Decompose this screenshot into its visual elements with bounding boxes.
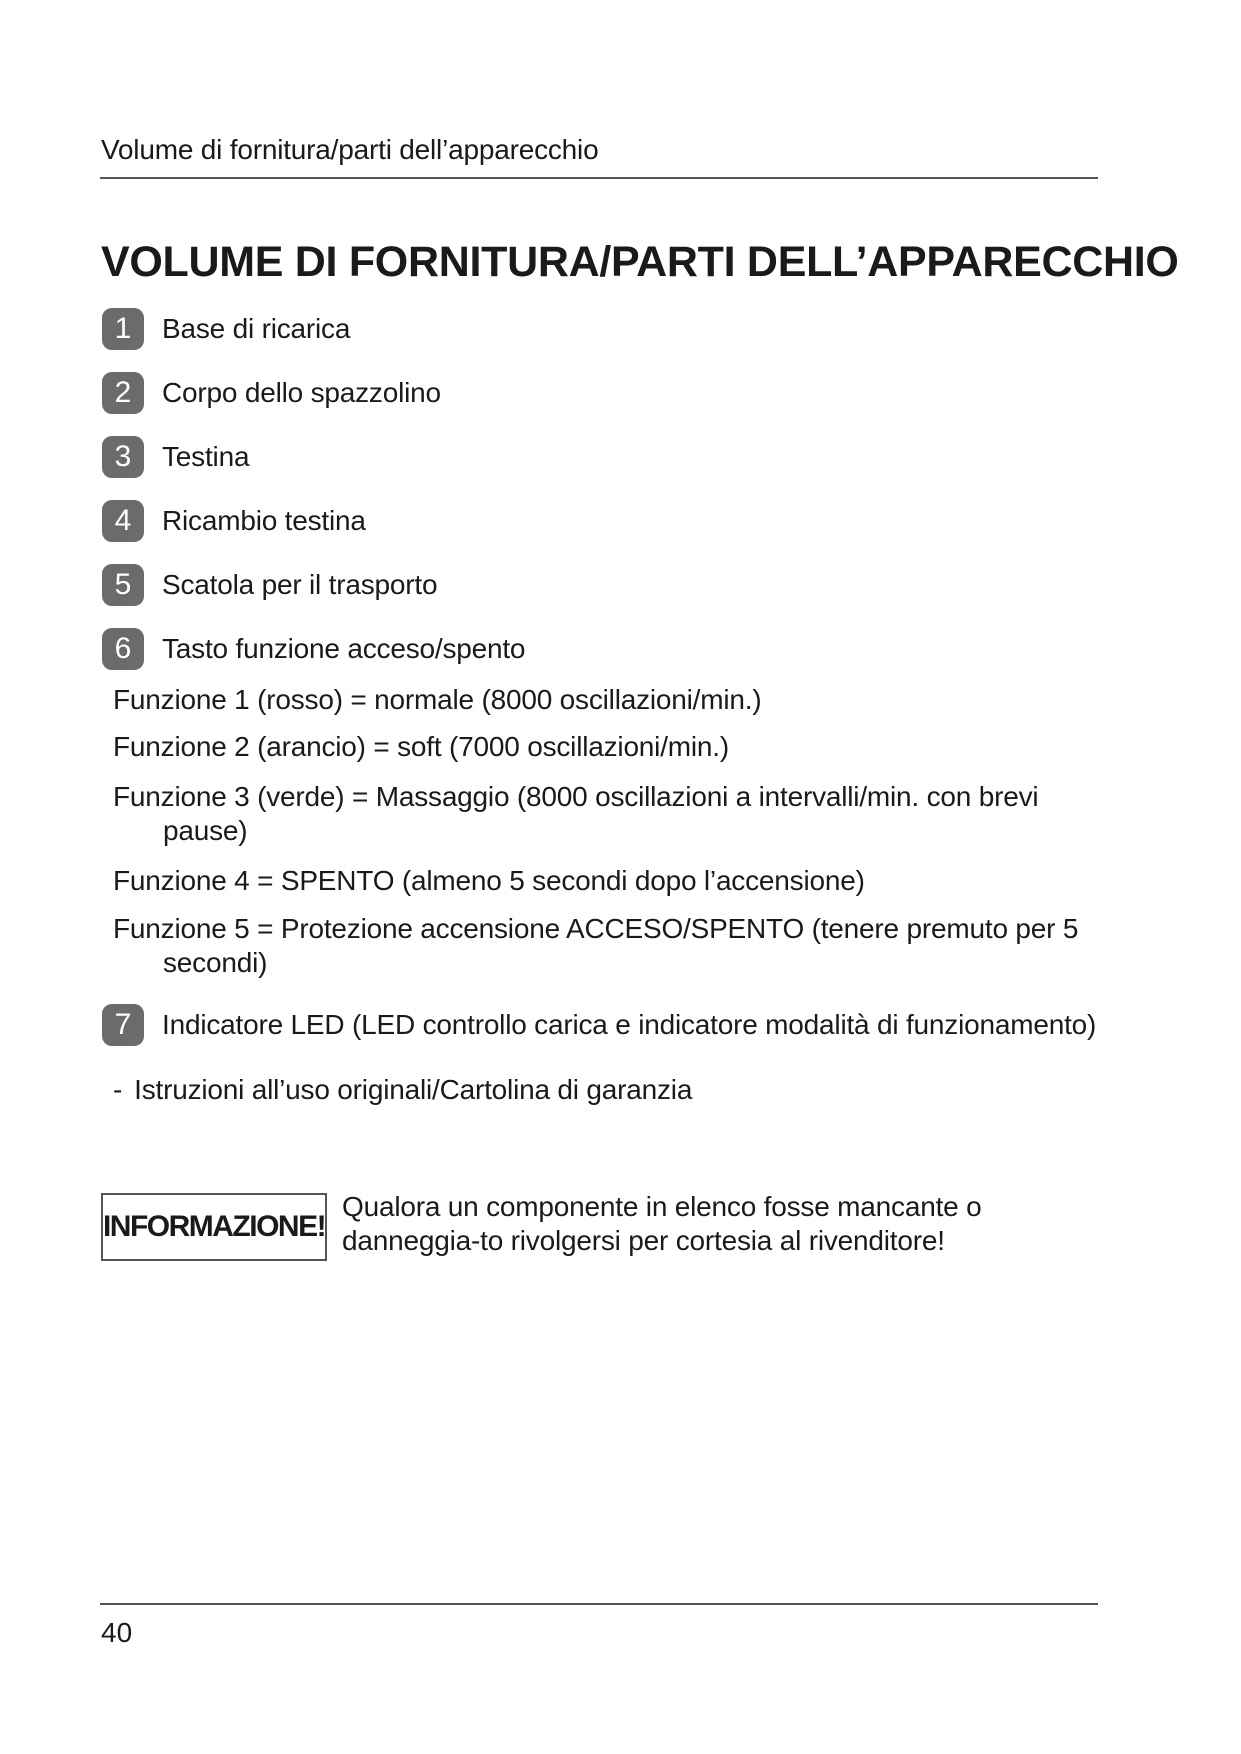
- extra-item-text: Istruzioni all’uso originali/Cartolina di garanzia: [134, 1074, 693, 1105]
- part-number-badge: 2: [102, 372, 144, 414]
- function-2: Funzione 2 (arancio) = soft (7000 oscillazioni/min.): [113, 731, 730, 762]
- section-title: VOLUME DI FORNITURA/PARTI DELL’APPARECCHIO: [101, 238, 1179, 286]
- footer-rule: [100, 1603, 1098, 1605]
- function-1: Funzione 1 (rosso) = normale (8000 oscillazioni/min.): [113, 684, 762, 715]
- part-item-6: [102, 628, 525, 670]
- extra-list-item: [113, 1074, 692, 1106]
- part-number-badge: 5: [102, 564, 144, 606]
- info-text: Qualora un componente in elenco fosse mancante o danneggia-to rivolgersi per cortesia al rivenditore!: [342, 1191, 982, 1256]
- part-number-badge: 3: [102, 436, 144, 478]
- page-number: 40: [101, 1617, 133, 1648]
- part-item-1: [102, 308, 350, 350]
- part-label: Ricambio testina: [162, 505, 366, 536]
- part-label: Corpo dello spazzolino: [162, 377, 441, 408]
- part-item-3: [102, 436, 249, 478]
- part-item-2: [102, 372, 441, 414]
- function-4: Funzione 4 = SPENTO (almeno 5 secondi dopo l’accensione): [113, 865, 865, 896]
- part-item-4: [102, 500, 366, 542]
- part-item-7: [102, 1004, 1096, 1046]
- function-5: Funzione 5 = Protezione accensione ACCESO/SPENTO (tenere premuto per 5 secondi): [113, 913, 1079, 978]
- part-item-5: [102, 564, 437, 606]
- list-dash: -: [113, 1074, 123, 1105]
- info-label-box: INFORMAZIONE!: [101, 1193, 327, 1261]
- part-label: Tasto funzione acceso/spento: [162, 633, 526, 664]
- function-3: Funzione 3 (verde) = Massaggio (8000 oscillazioni a intervalli/min. con brevi pause): [113, 781, 1039, 846]
- part-number-badge: 4: [102, 500, 144, 542]
- part-number-badge: 7: [102, 1004, 144, 1046]
- part-label: Base di ricarica: [162, 313, 351, 344]
- part-number-badge: 6: [102, 628, 144, 670]
- running-header: Volume di fornitura/parti dell’apparecchio: [101, 134, 599, 165]
- header-rule: [100, 177, 1098, 179]
- part-number-badge: 1: [102, 308, 144, 350]
- part-label: Indicatore LED (LED controllo carica e indicatore modalità di funzionamento): [162, 1009, 1097, 1040]
- part-label: Testina: [162, 441, 250, 472]
- part-label: Scatola per il trasporto: [162, 569, 438, 600]
